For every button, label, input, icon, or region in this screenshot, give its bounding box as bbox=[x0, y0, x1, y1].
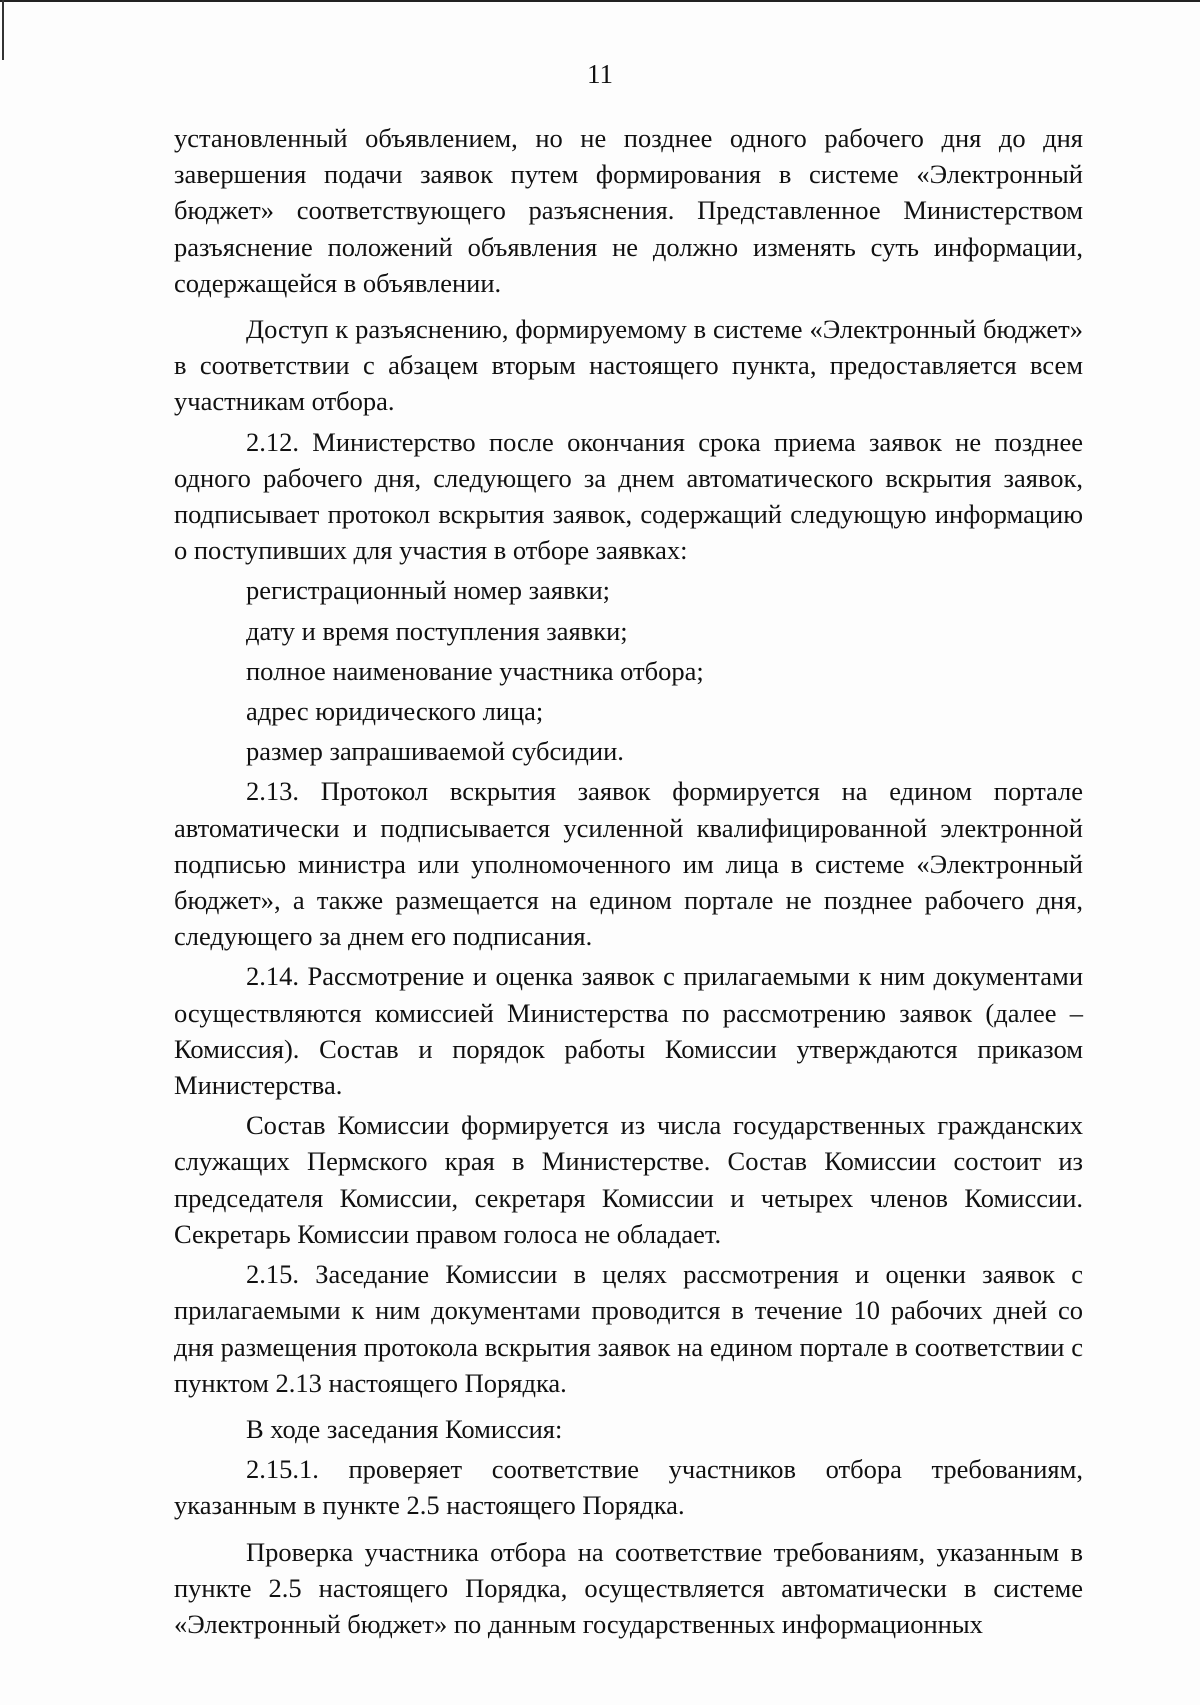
paragraph-during-meeting: В ходе заседания Комиссия: bbox=[246, 1413, 563, 1444]
paragraph-2-15: 2.15. Заседание Комиссии в целях рассмотрения и оценки заявок с прилагаемыми к ним документами проводится в течение 10 рабочих дней со дня размещения протокола вскрытия заявок на едином портале в соответствии с пунктом 2.13 настоящего Порядка. bbox=[174, 1259, 1083, 1398]
scan-left-mark bbox=[2, 0, 4, 60]
paragraph-verification: Проверка участника отбора на соответствие требованиям, указанным в пункте 2.5 настоящего Порядка, осуществляется автоматически в системе «Электронный бюджет» по данным государственных информационных bbox=[174, 1536, 1083, 1639]
scan-top-edge bbox=[0, 0, 1200, 2]
paragraph-2-13: 2.13. Протокол вскрытия заявок формируется на едином портале автоматически и подписывается усиленной квалифицированной электронной подписью министра или уполномоченного им лица в системе «Электронный бюджет», а также размещается на едином портале не позднее рабочего дня, следующего за днем его подписания. bbox=[174, 776, 1083, 952]
list-item: регистрационный номер заявки; bbox=[246, 575, 611, 606]
list-item: размер запрашиваемой субсидии. bbox=[246, 736, 624, 767]
paragraph-2-12: 2.12. Министерство после окончания срока приема заявок не позднее одного рабочего дня, следующего за днем автоматического вскрытия заявок, подписывает протокол вскрытия заявок, содержащий следующую информацию о поступивших для участия в отборе заявках: bbox=[174, 426, 1083, 566]
document-body bbox=[174, 120, 1083, 1642]
paragraph-commission-composition: Состав Комиссии формируется из числа государственных гражданских служащих Пермского края в Министерстве. Состав Комиссии состоит из председателя Комиссии, секретаря Комиссии и четырех членов Комиссии. Секретарь Комиссии правом голоса не обладает. bbox=[174, 1110, 1083, 1249]
paragraph-2-15-1: 2.15.1. проверяет соответствие участников отбора требованиям, указанным в пункте 2.5 настоящего Порядка. bbox=[174, 1454, 1083, 1521]
paragraph-access-clarification: Доступ к разъяснению, формируемому в системе «Электронный бюджет» в соответствии с абзацем вторым настоящего пункта, предоставляется всем участникам отбора. bbox=[174, 314, 1083, 417]
list-item: дату и время поступления заявки; bbox=[246, 615, 628, 646]
paragraph-continuation: установленный объявлением, но не позднее одного рабочего дня до дня завершения подачи заявок путем формирования в системе «Электронный бюджет» соответствующего разъяснения. Представленное Министерством разъяснение положений объявления не должно изменять суть информации, содержащейся в объявлении. bbox=[174, 123, 1083, 298]
list-item: полное наименование участника отбора; bbox=[246, 655, 704, 686]
list-item: адрес юридического лица; bbox=[246, 696, 544, 727]
paragraph-2-14: 2.14. Рассмотрение и оценка заявок с прилагаемыми к ним документами осуществляются комиссией Министерства по рассмотрению заявок (далее – Комиссия). Состав и порядок работы Комиссии утверждаются приказом Министерства. bbox=[174, 961, 1083, 1101]
page-number: 11 bbox=[587, 59, 613, 89]
